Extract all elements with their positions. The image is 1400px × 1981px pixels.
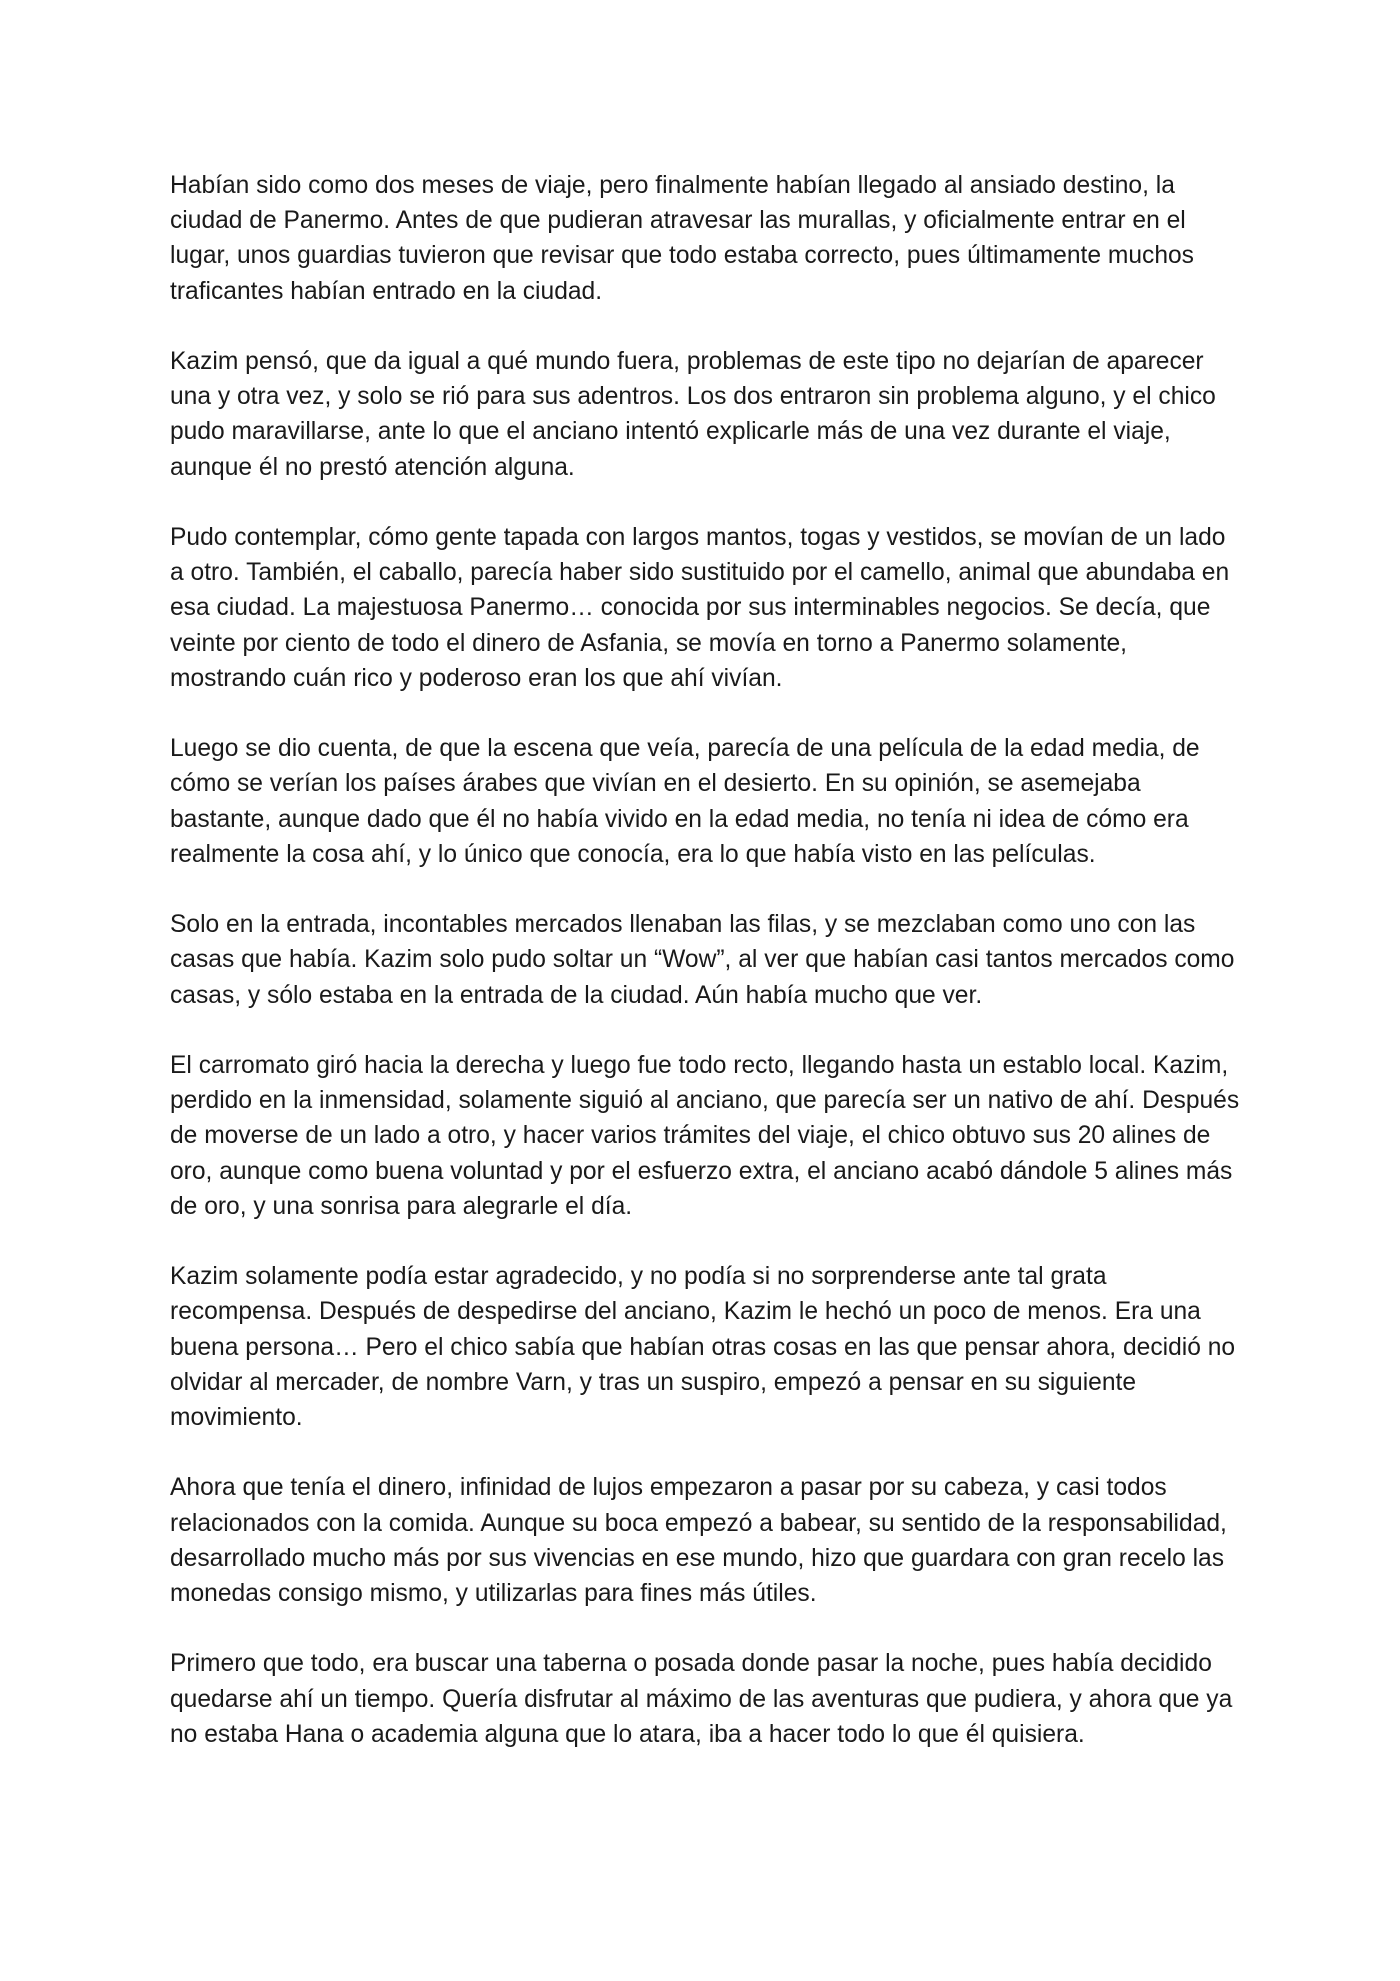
paragraph-7: Kazim solamente podía estar agradecido, y no podía si no sorprenderse ante tal grata recompensa. Después de despedirse del anciano, Kazim le hechó un poco de menos. Era una buena persona… Pero el chico sabía que habían otras cosas en las que pensar ahora, decidió no olvidar al mercader, de nombre Varn, y tras un suspiro, empezó a pensar en su siguiente movimiento.: [170, 1263, 1236, 1432]
paragraph-5: Solo en la entrada, incontables mercados llenaban las filas, y se mezclaban como uno con las casas que había. Kazim solo pudo soltar un “Wow”, al ver que habían casi tantos mercados como casas, y sólo estaba en la entrada de la ciudad. Aún había mucho que ver.: [170, 911, 1235, 1009]
document-body: [170, 168, 1242, 1752]
paragraph-4: Luego se dio cuenta, de que la escena que veía, parecía de una película de la edad media, de cómo se verían los países árabes que vivían en el desierto. En su opinión, se asemejaba bastante, aunque dado que él no había vivido en la edad media, no tenía ni idea de cómo era realmente la cosa ahí, y lo único que conocía, era lo que había visto en las películas.: [170, 735, 1200, 868]
paragraph-8: Ahora que tenía el dinero, infinidad de lujos empezaron a pasar por su cabeza, y casi todos relacionados con la comida. Aunque su boca empezó a babear, su sentido de la responsabilidad, desarrollado mucho más por sus vivencias en ese mundo, hizo que guardara con gran recelo las monedas consigo mismo, y utilizarlas para fines más útiles.: [170, 1474, 1227, 1608]
paragraph-1: Habían sido como dos meses de viaje, pero finalmente habían llegado al ansiado destino, la ciudad de Panermo. Antes de que pudieran atravesar las murallas, y oficialmente entrar en el lugar, unos guardias tuvieron que revisar que todo estaba correcto, pues últimamente muchos traficantes habían entrado en la ciudad.: [170, 172, 1194, 305]
paragraph-6: El carromato giró hacia la derecha y luego fue todo recto, llegando hasta un establo local. Kazim, perdido en la inmensidad, solamente siguió al anciano, que parecía ser un nativo de ahí. Después de moverse de un lado a otro, y hacer varios trámites del viaje, el chico obtuvo sus 20 alines de oro, aunque como buena voluntad y por el esfuerzo extra, el anciano acabó dándole 5 alines más de oro, y una sonrisa para alegrarle el día.: [170, 1052, 1240, 1220]
paragraph-3: Pudo contemplar, cómo gente tapada con largos mantos, togas y vestidos, se movían de un lado a otro. También, el caballo, parecía haber sido sustituido por el camello, animal que abundaba en esa ciudad. La majestuosa Panermo… conocida por sus interminables negocios. Se decía, que veinte por ciento de todo el dinero de Asfania, se movía en torno a Panermo solamente, mostrando cuán rico y poderoso eran los que ahí vivían.: [170, 524, 1230, 692]
paragraph-2: Kazim pensó, que da igual a qué mundo fuera, problemas de este tipo no dejarían de aparecer una y otra vez, y solo se rió para sus adentros. Los dos entraron sin problema alguno, y el chico pudo maravillarse, ante lo que el anciano intentó explicarle más de una vez durante el viaje, aunque él no prestó atención alguna.: [170, 348, 1216, 481]
paragraph-9: Primero que todo, era buscar una taberna o posada donde pasar la noche, pues había decidido quedarse ahí un tiempo. Quería disfrutar al máximo de las aventuras que pudiera, y ahora que ya no estaba Hana o academia alguna que lo atara, iba a hacer todo lo que él quisiera.: [170, 1650, 1233, 1748]
